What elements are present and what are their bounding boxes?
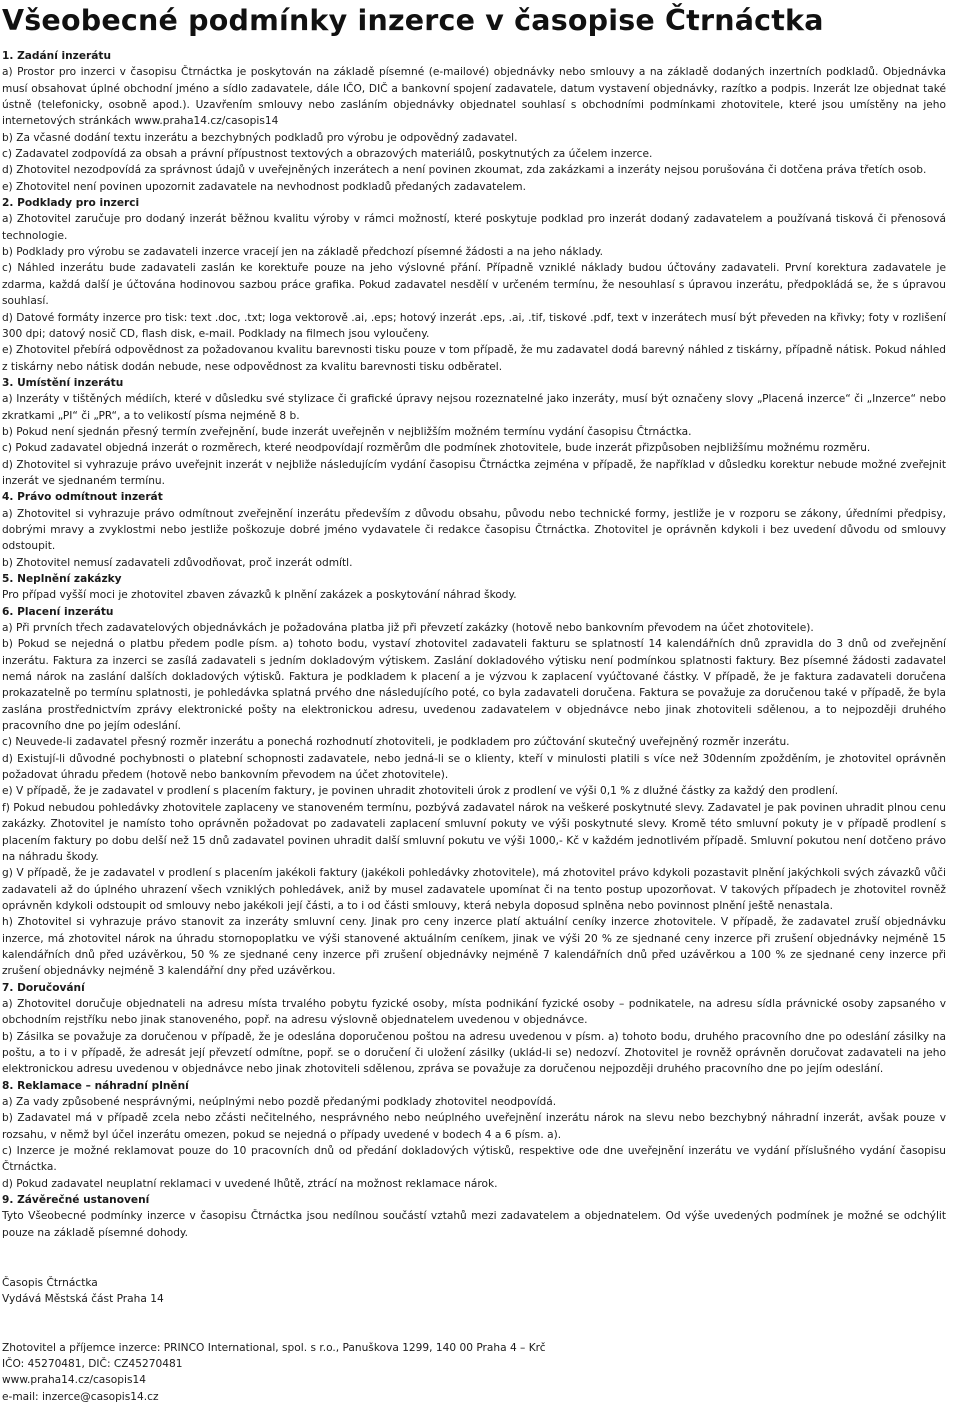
section-paragraph: b) Zadavatel má v případě zcela nebo zčásti nečitelného, nesprávného nebo neúplného uveřejnění inzerátu nárok na slevu nebo bezchybný náhradní inzerát, avšak pouze v rozsahu, v němž byl účel inzerátu omezen, pokud se nejedná o případy uvedené v bodech 4 a 6 písm. a). [2, 1112, 946, 1141]
section-paragraph: d) Datové formáty inzerce pro tisk: text .doc, .txt; loga vektorově .ai, .eps; hotový inzerát .eps, .ai, .tif, tiskové .pdf, text v inzerátech musí být převeden na křivky; foty v rozlišení 300 dpi; datový nosič CD, flash disk, e-mail. Podklady na filmech jsou vyloučeny. [2, 311, 946, 340]
section-paragraph: e) V případě, že je zadavatel v prodlení s placením faktury, je povinen uhradit zhotoviteli úrok z prodlení ve výši 0,1 % z dlužné částky za každý den prodlení. [2, 785, 839, 798]
publisher-line: Vydává Městská část Praha 14 [2, 1293, 164, 1306]
section-heading: 6. Placení inzerátu [2, 605, 114, 618]
section-paragraph: a) Zhotovitel si vyhrazuje právo odmítnout zveřejnění inzerátu především z důvodu obsahu, původu nebo technické formy, jestliže je v rozporu se zákony, úředními předpisy, dobrými mravy a zvyklostmi nebo jestliže poškozuje dobré jméno vydavatele či redakce časopisu Čtrnáctka. Zhotovitel je oprávněn kdykoli i bez uvedení důvodu od smlouvy odstoupit. [2, 507, 946, 553]
section-heading: 8. Reklamace – náhradní plnění [2, 1079, 189, 1092]
contractor-line: Zhotovitel a příjemce inzerce: PRINCO International, spol. s r.o., Panuškova 1299, 140 00 Praha 4 – Krč [2, 1341, 546, 1354]
section-paragraph: c) Pokud zadavatel objedná inzerát o rozměrech, které neodpovídají rozměrům dle podmínek zhotovitele, bude inzerát přizpůsoben nejbližšímu možnému rozměru. [2, 442, 871, 455]
section-8 [2, 1078, 946, 1192]
section-paragraph: d) Pokud zadavatel neuplatní reklamaci v uvedené lhůtě, ztrácí na možnost reklamace nárok. [2, 1177, 498, 1190]
section-paragraph: g) V případě, že je zadavatel v prodlení s placením jakékoli faktury (jakékoli pohledávky zhotovitele), má zhotovitel právo kdykoli pozastavit plnění jakýchkoli svých závazků vůči zadavateli až do úplného uhrazení všech vzniklých pohledávek, aniž by musel zadavatele upomínat či na tento postup upozorňovat. V takových případech je zhotovitel rovněž oprávněn kdykoli odstoupit od smlouvy nebo jakékoli její části, a to i od části smlouvy, která nebyla doposud splněna nebo povinnost plnění ještě nenastala. [2, 867, 946, 912]
section-paragraph: e) Zhotovitel přebírá odpovědnost za požadovanou kvalitu barevnosti tisku pouze v tom případě, že mu zadavatel dodá barevný náhled z tiskárny, případně nátisk. Pokud náhled z tiskárny nebo nátisk dodán nebude, nese odpovědnost za kvalitu barevnosti tisku odběratel. [2, 344, 946, 373]
magazine-name: Časopis Čtrnáctka [2, 1277, 98, 1290]
section-paragraph: f) Pokud nebudou pohledávky zhotovitele zaplaceny ve stanoveném termínu, pozbývá zadavatel nárok na veškeré poskytnuté slevy. Zadavatel je pak povinen uhradit plnou cenu zakázky. Zhotovitel je namísto toho oprávněn požadovat po zadavateli zaplacení smluvní pokuty ve výši poskytnuté slevy. Kromě této smluvní pokuty je v případě prodlení s placením faktury po dobu delší než 15 dnů zadavatel povinen uhradit další smluvní pokutu ve výši 1000,- Kč v každém jednotlivém případě. Smluvní pokutou není dotčeno právo na náhradu škody. [2, 801, 946, 863]
section-paragraph: d) Zhotovitel nezodpovídá za správnost údajů v uveřejněných inzerátech a není povinen zkoumat, zda zakázkami a inzeráty nejsou porušována či dotčena práva třetích osob. [2, 164, 927, 177]
section-paragraph: h) Zhotovitel si vyhrazuje právo stanovit za inzeráty smluvní ceny. Jinak pro ceny inzerce platí aktuální ceníky inzerce zhotovitele. V případě, že zadavatel zruší objednávku inzerce, má zhotovitel nárok na úhradu stornopoplatku ve výši stanovené aktuálním ceníkem, jinak ve výši 20 % ze sjednané ceny inzerce při zrušení objednávky nejméně 15 kalendářních dnů před uzávěrkou, 50 % ze sjednané ceny inzerce při zrušení objednávky nejméně 7 kalendářních dnů před uzávěrkou a 100 % ze sjednané ceny inzerce při zrušení objednávky nejméně 3 kalendářní dny před uzávěrkou. [2, 916, 946, 978]
document-body [2, 48, 946, 1241]
section-paragraph: a) Zhotovitel doručuje objednateli na adresu místa trvalého pobytu fyzické osoby, místa podnikání fyzické osoby – podnikatele, na adresu sídla právnické osoby zapsaného v obchodním rejstříku nebo jinak stanoveného, popř. na adresu výslovně objednatelem uvedenou v objednávce. [2, 997, 946, 1027]
section-heading: 3. Umístění inzerátu [2, 376, 124, 389]
section-paragraph: b) Pokud se nejedná o platbu předem podle písm. a) tohoto bodu, vystaví zhotovitel zadavateli fakturu se splatností 14 kalendářních dnů zpravidla do 3 dnů od zveřejnění inzerátu. Faktura za inzerci se zasílá zadavateli s jedním dokladovým výtiskem. Zaslání dokladového výtisku není podmínkou splatnosti faktury. Bez písemné žádosti zadavatel nemá nárok na zaslání dalších dokladových výtisků. Faktura je podkladem k placení a je výzvou k zaplacení vyúčtované částky. V případě, že je faktura zadavateli doručena prokazatelně po termínu splatnosti, je pohledávka splatná prvého dne následujícího poté, co byla zadavateli doručena. Faktura se považuje za doručenou také v případě, že byla zaslána prostřednictvím zprávy elektronické pošty na elektronickou adresu, uvedenou zadavatelem v objednávce nebo jinak zhotoviteli sdělenou, a to nejpozději druhého pracovního dne po jejím odeslání. [2, 638, 946, 733]
section-paragraph: a) Zhotovitel zaručuje pro dodaný inzerát běžnou kvalitu výroby v rámci možností, které poskytuje podklad pro inzerát dodaný zadavatelem a používaná tisková či přenosová technologie. [2, 213, 946, 242]
section-4 [2, 489, 946, 571]
section-2 [2, 195, 946, 375]
section-paragraph: c) Náhled inzerátu bude zadavateli zaslán ke korektuře pouze na jeho výslovné přání. Případně vzniklé náklady budou účtovány zadavateli. První korektura zadavatele je zdarma, každá další je účtována hodinovou sazbou práce grafika. Pokud zadavatel nesdělí v určeném termínu, že nesouhlasí s úpravou inzerátu, předpokládá se, že s úpravou souhlasí. [2, 262, 946, 308]
email-link[interactable]: e-mail: inzerce@casopis14.cz [2, 1390, 159, 1403]
section-paragraph: c) Inzerce je možné reklamovat pouze do 10 pracovních dnů od předání dokladových výtisků, respektive ode dne uveřejnění inzerátu ve vydání příslušného vydání časopisu Čtrnáctka. [2, 1145, 946, 1174]
section-paragraph: b) Podklady pro výrobu se zadavateli inzerce vracejí jen na základě předchozí písemné žádosti a na jeho náklady. [2, 246, 603, 259]
company-ids: IČO: 45270481, DIČ: CZ45270481 [2, 1358, 183, 1371]
section-paragraph: b) Zhotovitel nemusí zadavateli zdůvodňovat, proč inzerát odmítl. [2, 556, 353, 569]
footer-spacer [2, 1308, 946, 1340]
section-paragraph: a) Inzeráty v tištěných médiích, které v důsledku své stylizace či grafické úpravy nejsou rozeznatelné jako inzeráty, musí být označeny slovy „Placená inzerce“ či „Inzerce“ nebo zkratkami „PI“ či „PR“, a to velikostí písma nejméně 8 b. [2, 393, 946, 422]
section-5 [2, 571, 946, 604]
publisher-footer [2, 1275, 946, 1405]
section-paragraph: c) Zadavatel zodpovídá za obsah a právní přípustnost textových a obrazových materiálů, poskytnutých za účelem inzerce. [2, 148, 653, 161]
section-paragraph: d) Zhotovitel si vyhrazuje právo uveřejnit inzerát v nejbliže následujícím vydání časopisu Čtrnáctka zejména v případě, že například v důsledku korektur nebude možné zveřejnit inzerát ve sjednaném termínu. [2, 458, 946, 487]
section-6 [2, 604, 946, 980]
section-paragraph: b) Pokud není sjednán přesný termín zveřejnění, bude inzerát uveřejněn v nejbližším možném termínu vydání časopisu Čtrnáctka. [2, 425, 692, 438]
section-paragraph: b) Za včasné dodání textu inzerátu a bezchybných podkladů pro výrobu je odpovědný zadavatel. [2, 131, 518, 144]
section-3 [2, 375, 946, 489]
section-heading: 5. Neplnění zakázky [2, 573, 122, 585]
section-heading: 7. Doručování [2, 981, 85, 994]
section-paragraph: a) Za vady způsobené nesprávnými, neúplnými nebo pozdě předanými podklady zhotovitel neodpovídá. [2, 1096, 557, 1108]
section-paragraph: b) Zásilka se považuje za doručenou v případě, že je odeslána doporučenou poštou na adresu uvedenou v písm. a) tohoto bodu, druhého pracovního dne po odeslání zásilky na poštu, a to i v případě, že adresát její převzetí odmítne, popř. se o doručení či uložení zásilky (uklád-li se) nedozví. Zhotovitel je rovněž oprávněn doručovat zadavateli na jeho elektronickou adresu uvedenou v objednávce nebo jinak zhotoviteli sdělenou, zpráva se považuje za doručenou nejpozději druhého pracovního dne po jejím odeslání. [2, 1030, 946, 1076]
section-paragraph: c) Neuvede-li zadavatel přesný rozměr inzerátu a ponechá rozhodnutí zhotoviteli, je podkladem pro zúčtování skutečný uveřejněný rozměr inzerátu. [2, 736, 790, 749]
section-heading: 9. Závěrečné ustanovení [2, 1194, 150, 1207]
section-1 [2, 48, 946, 195]
section-paragraph: e) Zhotovitel není povinen upozornit zadavatele na nevhodnost podkladů předaných zadavatelem. [2, 180, 526, 193]
section-7 [2, 980, 946, 1078]
website-link[interactable]: www.praha14.cz/casopis14 [2, 1374, 146, 1387]
section-heading: 2. Podklady pro inzerci [2, 197, 140, 210]
section-heading: 4. Právo odmítnout inzerát [2, 491, 163, 504]
section-heading: 1. Zadání inzerátu [2, 50, 112, 62]
section-paragraph: Pro případ vyšší moci je zhotovitel zbaven závazků k plnění zakázek a poskytování náhrad škody. [2, 589, 517, 602]
section-paragraph: Tyto Všeobecné podmínky inzerce v časopisu Čtrnáctka jsou nedílnou součástí vztahů mezi zadavatelem a objednatelem. Od výše uvedených podmínek je možné se odchýlit pouze na základě písemné dohody. [2, 1210, 946, 1239]
section-paragraph: d) Existují-li důvodné pochybnosti o platební schopnosti zadavatele, nebo jedná-li se o klienty, kteří v minulosti platili s více než 30denním zpožděním, je zhotovitel oprávněn požadovat úhradu předem (hotově nebo bankovním převodem na účet zhotovitele). [2, 752, 946, 782]
section-paragraph: a) Při prvních třech zadavatelových objednávkách je požadována platba již při převzetí zakázky (hotově nebo bankovním převodem na účet zhotovitele). [2, 622, 814, 635]
page-title: Všeobecné podmínky inzerce v časopise Čtrnáctka [2, 4, 824, 37]
section-paragraph: a) Prostor pro inzerci v časopisu Čtrnáctka je poskytován na základě písemné (e-mailové) objednávky nebo smlouvy a na základě dodaných inzertních podkladů. Objednávka musí obsahovat úplné obchodní jméno a sídlo zadavatele, dále IČO, DIČ a bankovní spojení zadavatele, datum vystavení objednávky, razítko a podpis. Inzerát lze objednat také ústně (telefonicky, osobně apod.). Uzavřením smlouvy nebo zasláním objednávky objednatel souhlasí s obchodními podmínkami zhotovitele, které jsou umístěny na jeho internetových stránkách www.praha14.cz/casopis14 [2, 66, 946, 128]
section-9 [2, 1192, 946, 1241]
